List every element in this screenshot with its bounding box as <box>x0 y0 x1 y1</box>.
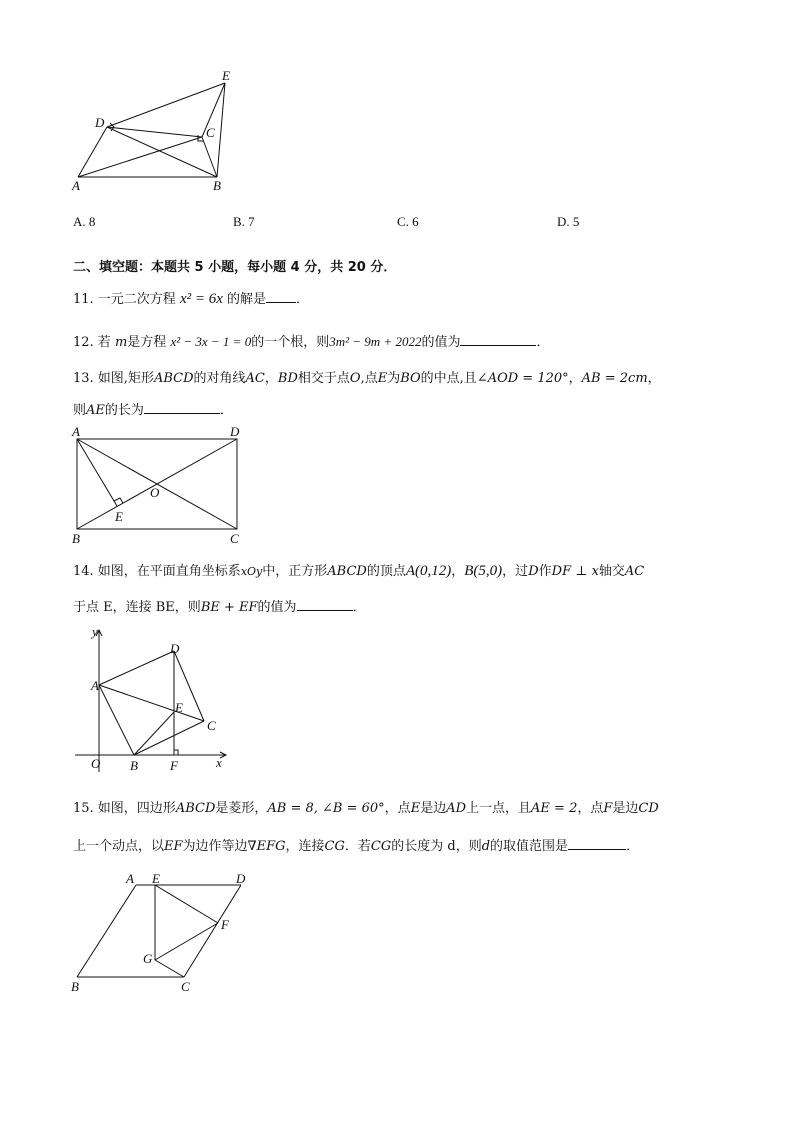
label-E: E <box>152 871 160 886</box>
q14-abcd: ABCD <box>327 564 367 579</box>
label-C: C <box>230 531 239 546</box>
label-E: E <box>115 509 123 524</box>
q14-text-g: 轴交 <box>598 564 625 579</box>
label-A: A <box>72 178 80 193</box>
q12-equation: x² − 3x − 1 = 0 <box>170 334 252 349</box>
q13-abcd: ABCD <box>153 371 194 386</box>
answer-blank-14[interactable] <box>297 598 353 611</box>
answer-blank-11[interactable] <box>266 290 296 303</box>
q15-text-2c: ，连接 <box>285 839 325 854</box>
label-C: C <box>207 718 216 733</box>
figure-q14 <box>70 622 240 777</box>
section-heading: 二、填空题：本题共 5 小题，每小题 4 分，共 20 分． <box>73 260 397 275</box>
label-O: O <box>91 756 101 771</box>
option-b: B. 7 <box>233 214 255 229</box>
q14-expression: BE + EF <box>200 600 258 615</box>
q13-bo: BO <box>400 371 421 386</box>
q13-ab: AB = 2cm <box>581 371 648 386</box>
q14-end: ． <box>352 600 366 615</box>
q12-text: 12. 若 <box>73 335 111 350</box>
q15-cd: CD <box>638 801 659 816</box>
q12-mid2: 的一个根，则 <box>251 335 330 350</box>
q15-text-c: ，点 <box>384 801 411 816</box>
q15-text-g: 是边 <box>612 801 639 816</box>
q12-end: ． <box>536 335 550 350</box>
label-C: C <box>206 125 215 140</box>
label-C: C <box>181 979 190 994</box>
q15-text-a: 15. 如图，四边形 <box>73 801 176 816</box>
q11-equation: x² = 6x <box>179 291 223 307</box>
q14-point-b: B(5,0) <box>464 563 503 579</box>
q14-text-b: 中，正方形 <box>262 564 328 579</box>
label-D: D <box>230 424 240 439</box>
q15-cg-2: CG <box>370 839 392 854</box>
q14-text-a: 14. 如图，在平面直角坐标系 <box>73 564 241 579</box>
option-c: C. 6 <box>397 214 419 229</box>
label-B: B <box>71 979 79 994</box>
q13-end: ． <box>219 403 233 418</box>
q12-m: m <box>114 335 128 350</box>
label-E: E <box>222 68 230 83</box>
q13-o: O <box>349 371 361 386</box>
q15-text-f: ，点 <box>577 801 604 816</box>
label-B: B <box>130 758 138 773</box>
q14-text-2a: 于点 E，连接 BE，则 <box>73 600 201 615</box>
q15-d: d <box>481 839 491 854</box>
q13-ac: AC <box>245 371 265 386</box>
q15-f: F <box>603 801 613 816</box>
q13-bd: BD <box>277 371 298 386</box>
question-13-line-2 <box>73 401 233 420</box>
label-D: D <box>170 641 180 656</box>
q14-point-a: A(0,12) <box>405 563 452 579</box>
label-A: A <box>126 871 134 886</box>
label-A: A <box>91 678 99 693</box>
question-13-line-1 <box>73 370 661 388</box>
q13-text-f: 为 <box>387 371 401 386</box>
q14-xoy: xOy <box>240 565 263 578</box>
figure-q14-lines <box>70 622 240 777</box>
label-y: y <box>92 624 98 639</box>
q13-text-i: ， <box>647 371 661 386</box>
figure-q10-lines <box>70 65 250 200</box>
q15-text-e: 上一点，且 <box>466 801 532 816</box>
q13-text-a: 13. 如图,矩形 <box>73 371 154 386</box>
q14-text-c: 的顶点 <box>366 564 406 579</box>
question-15-line-2 <box>73 837 639 856</box>
question-15-line-1 <box>73 800 659 818</box>
q15-text-b: 是菱形， <box>215 801 268 816</box>
q13-text-2b: 的长为 <box>104 403 144 418</box>
q15-abcd: ABCD <box>175 801 216 816</box>
q15-end: ． <box>626 839 640 854</box>
answer-blank-13[interactable] <box>144 401 220 414</box>
q15-text-2b: 为边作等边 <box>182 839 248 854</box>
q14-ac: AC <box>624 564 645 579</box>
label-B: B <box>72 531 80 546</box>
answer-blank-12[interactable] <box>460 333 536 346</box>
label-E: E <box>175 700 183 715</box>
q13-text-h: ， <box>568 371 582 386</box>
q15-text-2f: 的取值范围是 <box>490 839 569 854</box>
label-A: A <box>72 424 80 439</box>
question-12 <box>73 333 549 352</box>
label-F: F <box>170 758 178 773</box>
q13-text-2a: 则 <box>73 403 87 418</box>
question-11 <box>73 290 309 309</box>
q14-text-2b: 的值为 <box>257 600 297 615</box>
figure-q15-lines <box>66 868 256 998</box>
q14-text-e: ，过 <box>502 564 529 579</box>
question-14-line-1 <box>73 562 644 581</box>
label-O: O <box>150 485 160 500</box>
q13-text-d: 相交于点 <box>297 371 350 386</box>
answer-blank-15[interactable] <box>568 837 626 850</box>
q15-text-2a: 上一个动点，以 <box>73 839 165 854</box>
label-x: x <box>216 755 222 770</box>
q13-aod: AOD = 120° <box>487 371 569 386</box>
label-G: G <box>143 951 153 966</box>
q13-text-g: 的中点,且∠ <box>420 371 488 386</box>
q13-text-c: ， <box>264 371 278 386</box>
figure-q15 <box>66 868 256 998</box>
q12-tail: 的值为 <box>421 335 461 350</box>
option-a: A. 8 <box>73 214 96 229</box>
q14-d: D <box>528 564 539 579</box>
q14-text-d: ， <box>451 564 465 579</box>
q15-text-d: 是边 <box>420 801 447 816</box>
q11-tail: 的解是 <box>227 292 267 307</box>
label-B: B <box>213 178 221 193</box>
q13-e: E <box>377 371 388 386</box>
label-D: D <box>95 115 105 130</box>
q14-df: DF ⊥ x <box>551 564 599 579</box>
question-14-line-2 <box>73 598 366 617</box>
figure-q13 <box>70 424 250 549</box>
q15-text-2d: ．若 <box>344 839 371 854</box>
q15-given: AB = 8, ∠B = 60° <box>267 801 385 816</box>
figure-q13-lines <box>70 424 250 549</box>
q15-ef: EF <box>164 839 183 854</box>
label-D: D <box>236 871 246 886</box>
q12-expression: 3m² − 9m + 2022 <box>329 334 422 349</box>
q13-text-b: 的对角线 <box>193 371 246 386</box>
q15-efg: ∇EFG <box>247 839 286 854</box>
q15-e: E <box>410 801 421 816</box>
q11-end: ． <box>296 292 310 307</box>
q13-text-e: ,点 <box>360 371 378 386</box>
figure-q10 <box>70 65 250 200</box>
q15-cg: CG <box>324 839 345 854</box>
q15-ae: AE = 2 <box>531 801 578 816</box>
label-F: F <box>221 917 229 932</box>
q12-mid: 是方程 <box>127 335 167 350</box>
q14-text-f: 作 <box>538 564 552 579</box>
q11-text: 11. 一元二次方程 <box>73 292 176 307</box>
q15-text-2e: 的长度为 d，则 <box>391 839 482 854</box>
q13-ae: AE <box>86 403 105 418</box>
option-d: D. 5 <box>557 214 580 229</box>
q15-ad: AD <box>446 801 467 816</box>
